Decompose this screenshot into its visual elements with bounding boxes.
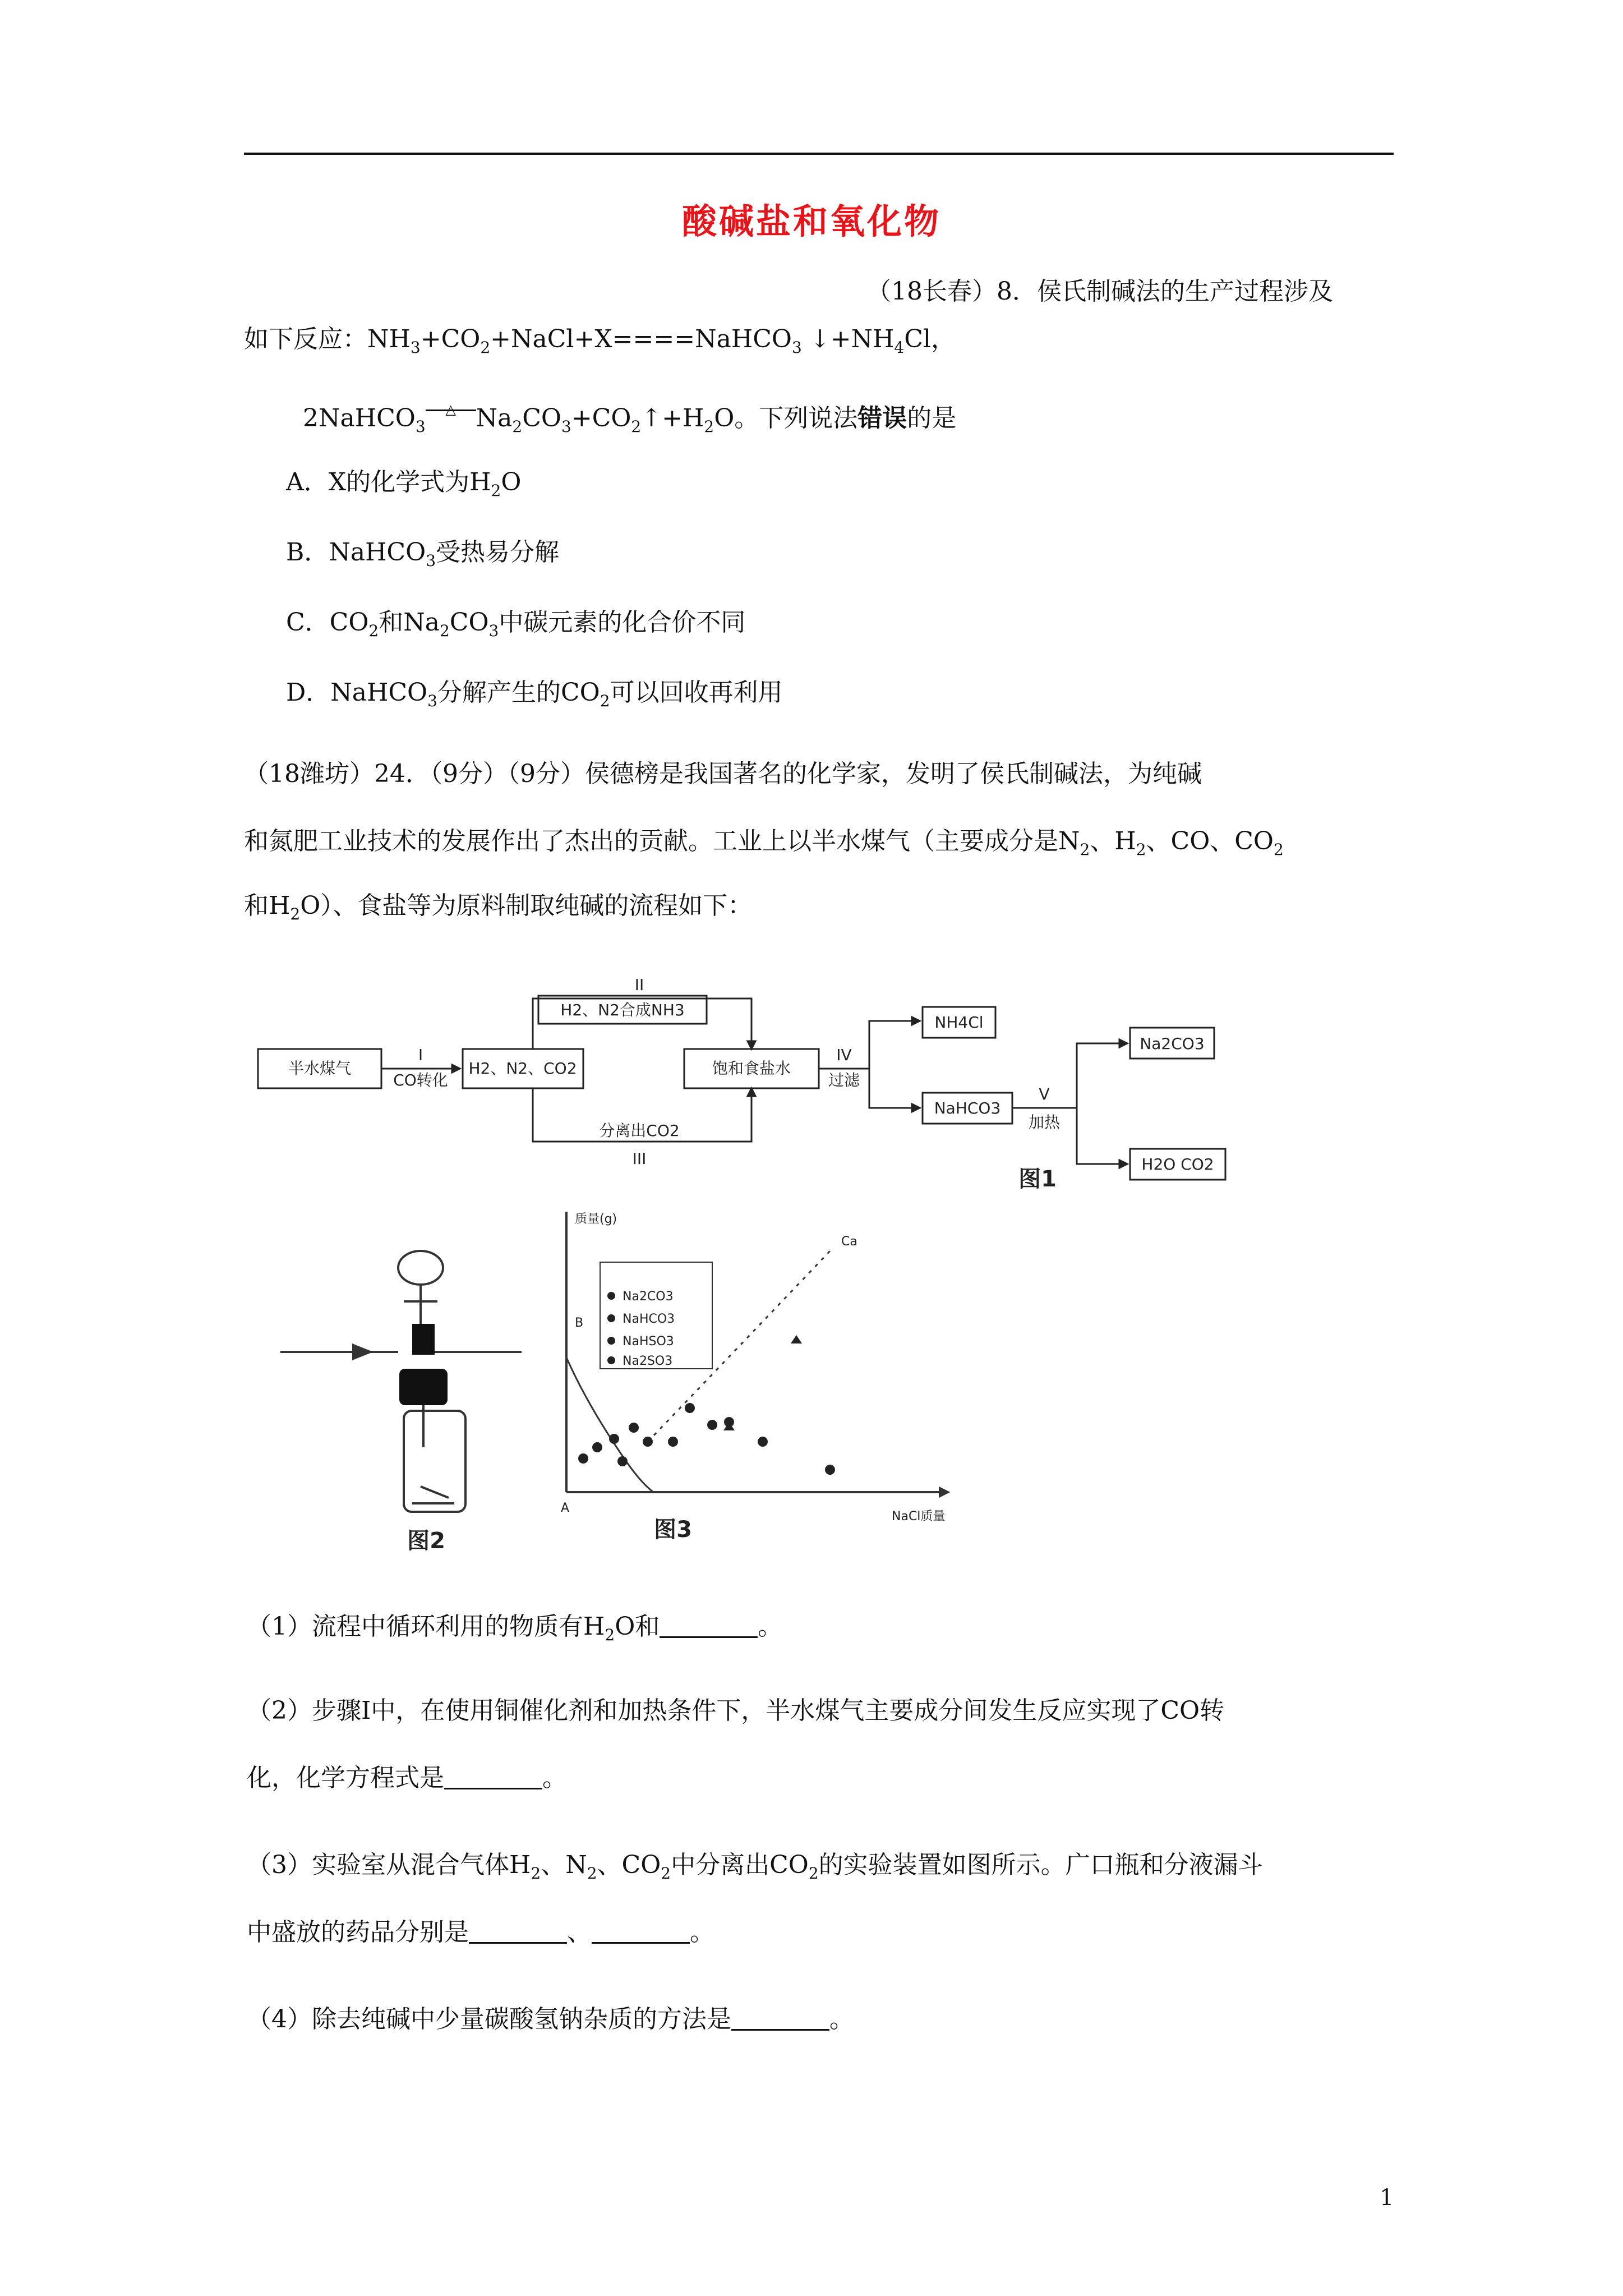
flow-step3-text: 分离出CO2 <box>599 1121 680 1140</box>
plot-label-b: B <box>575 1316 584 1330</box>
figure-1-caption: 图1 <box>1018 1166 1057 1189</box>
flow-box-na2co3: Na2CO3 <box>1140 1034 1205 1053</box>
plot-point <box>629 1423 639 1433</box>
q8-option-b: B．NaHCO$_3$受热易分解 <box>286 538 560 570</box>
flow-step4-label: IV <box>836 1046 852 1064</box>
legend-marker <box>607 1337 615 1345</box>
answer-blank[interactable] <box>731 2008 829 2031</box>
q24-sub4: （4）除去纯碱中少量碳酸氢钠杂质的方法是 。 <box>247 2005 854 2033</box>
plot-point <box>825 1465 835 1475</box>
q24-intro-line3: 和$H_2O$）、食盐等为原料制取纯碱的流程如下： <box>244 891 753 923</box>
figure-1-flowchart <box>247 965 1256 1189</box>
plot-point <box>758 1437 768 1447</box>
q8-reaction-2: 2NaHCO$_3$△ $Na_2CO_3+CO_2↑+H_2O$。下列说法错误的是 <box>303 402 957 436</box>
flow-step4-text: 过滤 <box>828 1071 860 1089</box>
flow-box-brine: 饱和食盐水 <box>712 1059 791 1078</box>
q24-sub1: （1）流程中循环利用的物质有$H_2O$和 。 <box>247 1612 783 1644</box>
plot-point <box>685 1403 695 1413</box>
header-rule <box>244 153 1394 155</box>
q24-sub2-line1: （2）步骤Ⅰ中，在使用铜催化剂和加热条件下，半水煤气主要成分间发生反应实现了CO转 <box>247 1696 1225 1725</box>
answer-blank[interactable] <box>592 1921 690 1944</box>
legend-item-3: NaHSO3 <box>623 1335 674 1349</box>
flow-box-nh4cl: NH4Cl <box>934 1013 984 1032</box>
plot-point <box>609 1434 619 1444</box>
legend-item-2: NaHCO3 <box>623 1312 675 1326</box>
q24-intro-line2: 和氮肥工业技术的发展作出了杰出的贡献。工业上以半水煤气（主要成分是$N_2$、$H_2$、CO、$CO_2$ <box>244 827 1284 859</box>
legend-marker <box>607 1292 615 1300</box>
plot-xlabel: NaCl质量 <box>892 1510 946 1524</box>
plot-point <box>791 1335 802 1343</box>
heat-symbol: △ <box>445 402 456 417</box>
legend-item-4: Na2SO3 <box>623 1354 673 1368</box>
flow-step5-label: V <box>1039 1085 1050 1103</box>
figure-3-plot <box>550 1206 976 1554</box>
page-title: 酸碱盐和氧化物 <box>681 201 941 242</box>
flow-box-gas: H2、N2、CO2 <box>468 1059 577 1078</box>
q24-sub2-line2: 化，化学方程式是 。 <box>247 1764 567 1792</box>
answer-blank[interactable] <box>469 1921 567 1944</box>
figure-2-caption: 图2 <box>407 1528 445 1554</box>
flow-step1-label: I <box>418 1046 423 1064</box>
legend-item-1: Na2CO3 <box>623 1290 674 1304</box>
figure-2-apparatus <box>269 1223 538 1559</box>
legend-marker <box>607 1314 615 1322</box>
plot-ylabel: 质量(g) <box>575 1212 617 1226</box>
q8-header: （18长春）8．侯氏制碱法的生产过程涉及 <box>866 277 1333 306</box>
q8-option-a: A．X的化学式为$H_2O$ <box>286 468 522 500</box>
plot-label-top: Ca <box>841 1235 857 1249</box>
plot-point <box>668 1437 678 1447</box>
flow-step2-label: II <box>634 976 644 994</box>
page-number: 1 <box>1380 2185 1394 2211</box>
answer-blank[interactable] <box>444 1766 542 1789</box>
plot-point <box>643 1437 653 1447</box>
flow-step5-text: 加热 <box>1028 1113 1061 1131</box>
plot-point <box>592 1442 602 1452</box>
figure-3-caption: 图3 <box>654 1517 692 1543</box>
plot-point <box>578 1453 588 1464</box>
q8-option-c: C．$CO_2$和$Na_2CO_3$中碳元素的化合价不同 <box>286 608 746 640</box>
flow-step2-text: H2、N2合成NH3 <box>560 1001 685 1019</box>
q24-sub3-line2: 中盛放的药品分别是 、 。 <box>247 1918 714 1947</box>
q24-intro-line1: （18潍坊）24．（9分）（9分）侯德榜是我国著名的化学家，发明了侯氏制碱法，为纯碱 <box>244 760 1202 788</box>
plot-label-a: A <box>561 1501 570 1515</box>
q8-reaction-1: 如下反应：$NH_3+CO_2+NaCl+X====NaHCO_3$ $↓+NH_4Cl$， <box>244 325 956 357</box>
q8-option-d: D．NaHCO$_3$分解产生的$CO_2$可以回收再利用 <box>286 678 783 710</box>
flow-box-h2o-co2: H2O CO2 <box>1141 1155 1214 1174</box>
plot-point <box>617 1456 628 1466</box>
flow-step3-label: III <box>632 1149 647 1168</box>
flow-box-start: 半水煤气 <box>288 1059 352 1078</box>
flow-step1-text: CO转化 <box>393 1071 448 1089</box>
plot-point <box>707 1420 717 1430</box>
q24-sub3-line1: （3）实验室从混合气体$H_2$、$N_2$、$CO_2$中分离出$CO_2$的实验装置如图所示。广口瓶和分液漏斗 <box>247 1851 1263 1883</box>
answer-blank[interactable] <box>660 1615 758 1638</box>
flow-box-nahco3: NaHCO3 <box>934 1099 1001 1117</box>
legend-marker <box>607 1356 615 1364</box>
